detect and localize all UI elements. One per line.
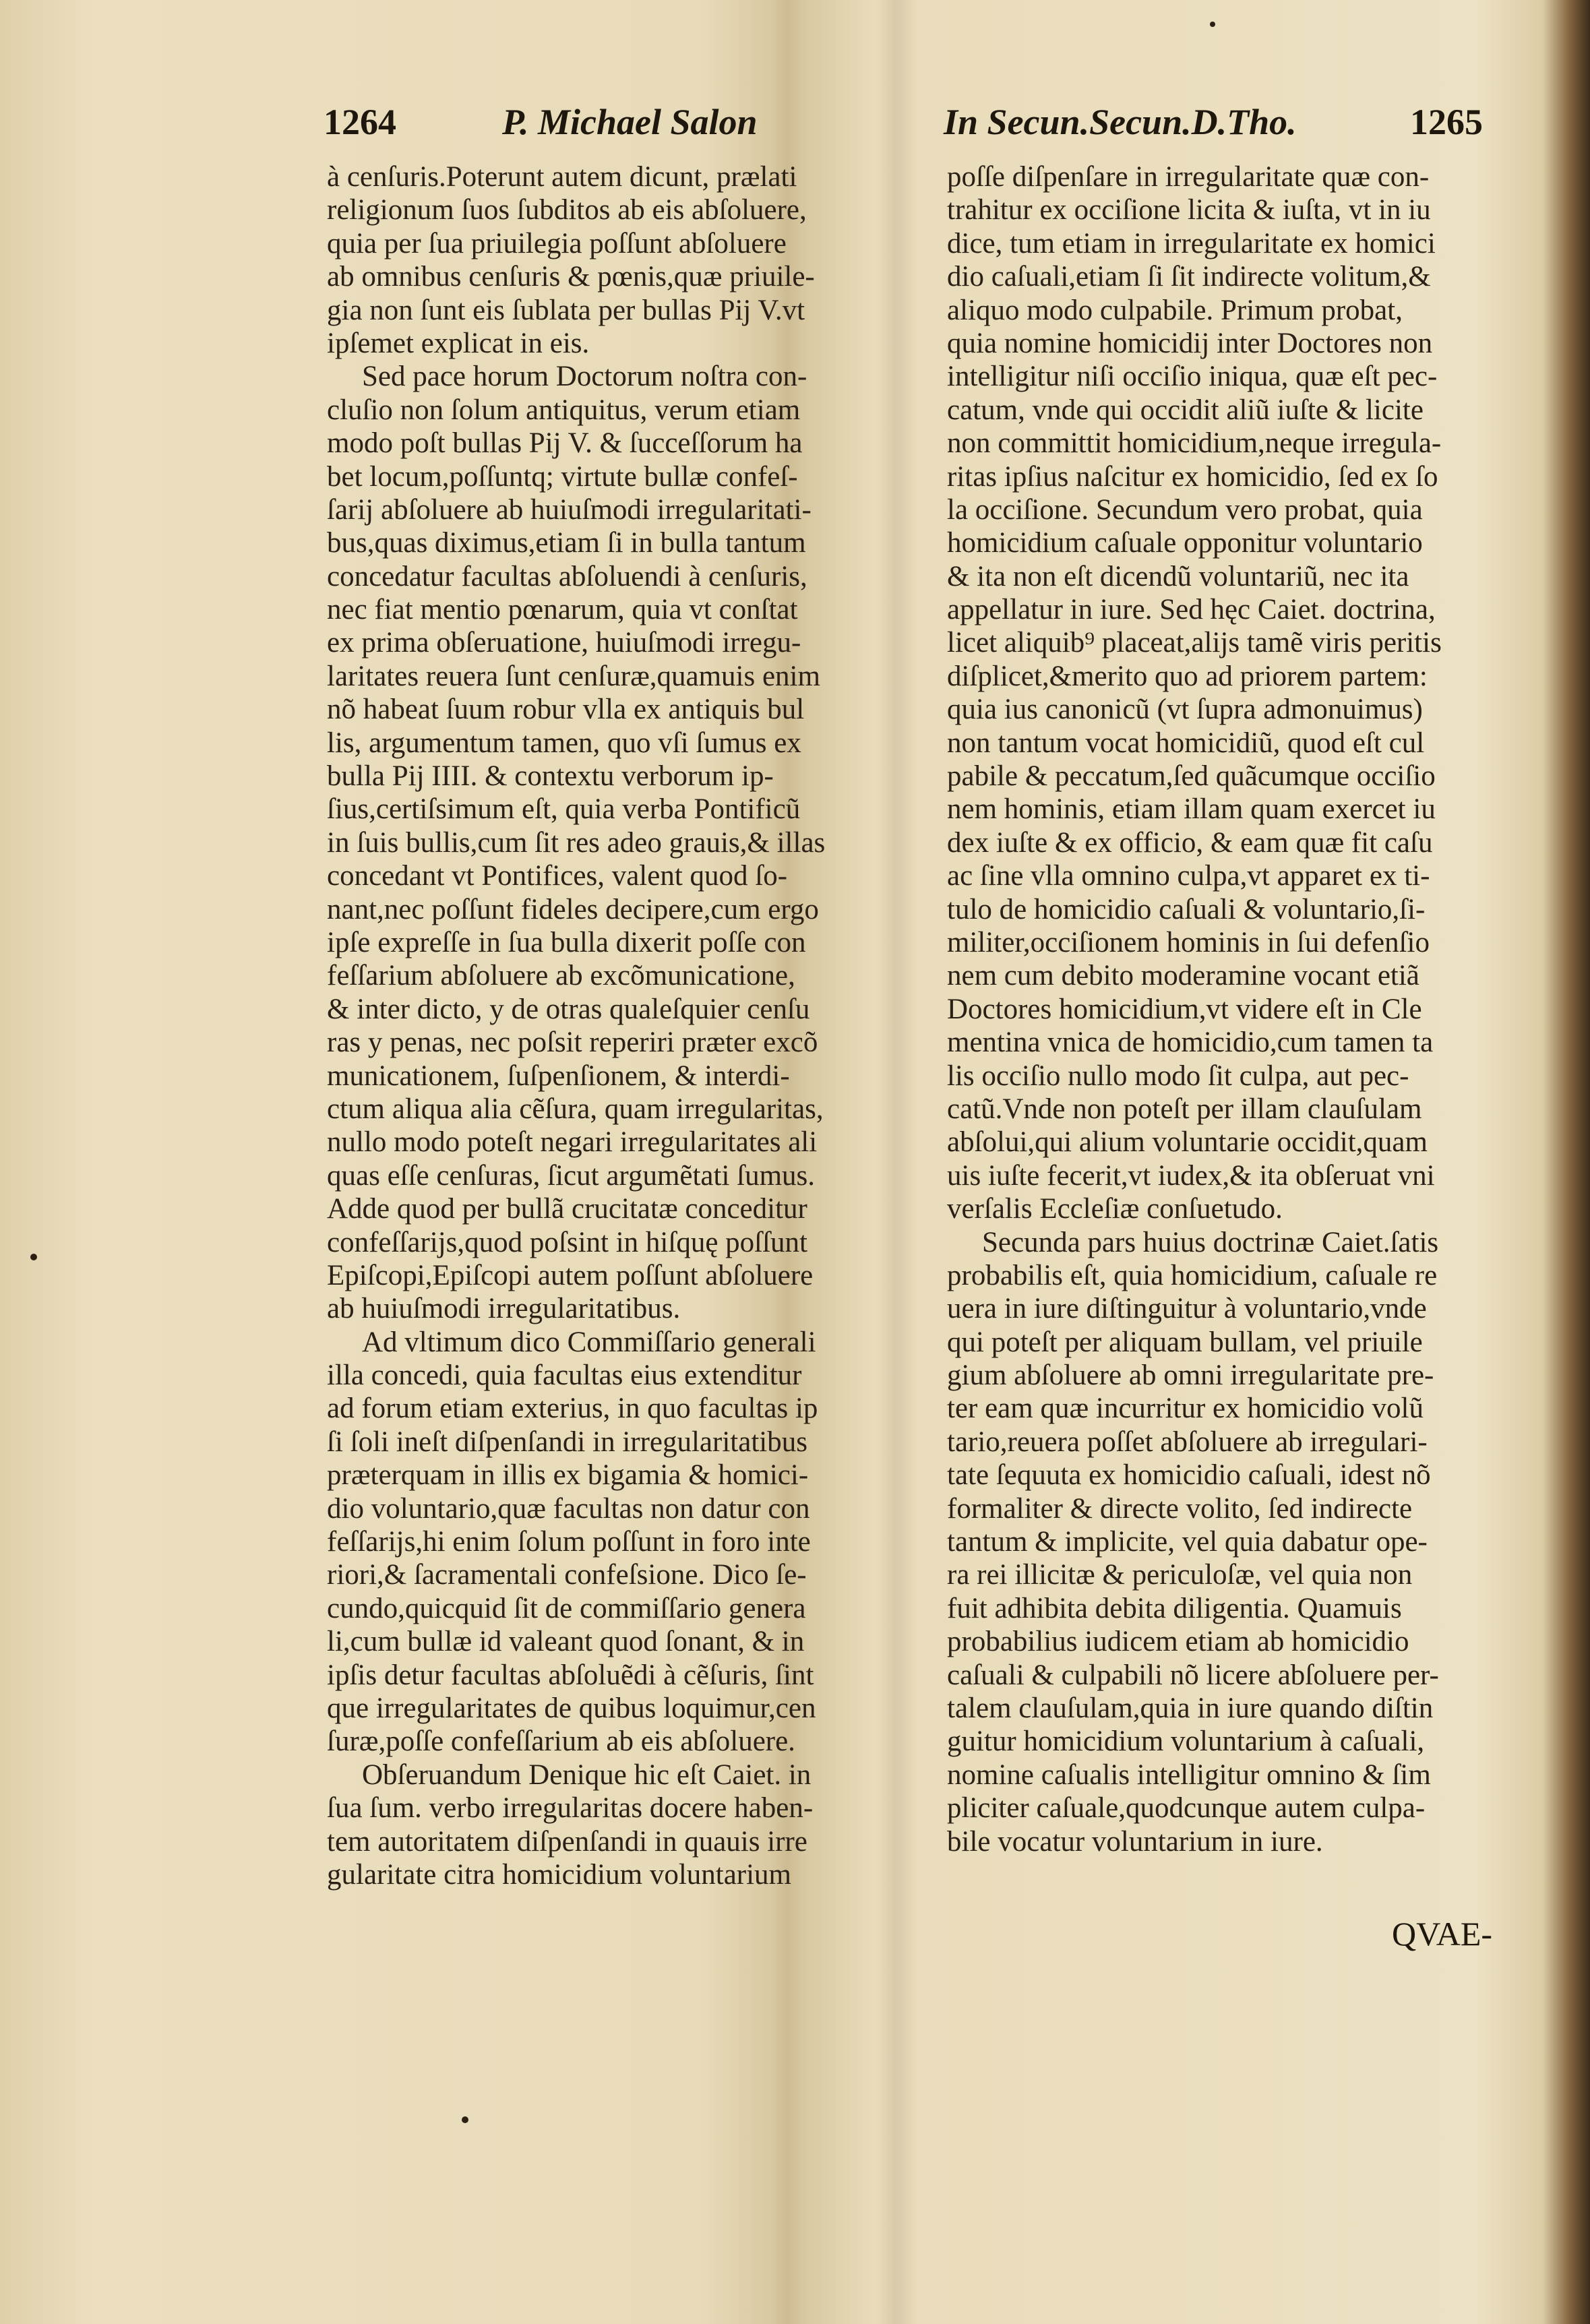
text-line: trahitur ex occiſione licita & iuſta, vt in iu [947, 194, 1431, 226]
text-line: feſſarijs,hi enim ſolum poſſunt in foro inte [327, 1526, 811, 1558]
text-line: ſua ſum. verbo irregularitas docere haben- [327, 1792, 814, 1825]
text-line: nem hominis, etiam illam quam exercet iu [947, 793, 1436, 826]
text-line: ctum aliqua alia cẽſura, quam irregularitas, [327, 1093, 824, 1125]
text-line: ipſemet explicat in eis. [327, 327, 590, 359]
text-line: qui poteſt per aliquam bullam, vel priuile [947, 1326, 1423, 1358]
text-line: cluſio non ſolum antiquitus, verum etiam [327, 394, 801, 426]
ink-speck [30, 1254, 37, 1260]
text-line: ras y penas, nec poſsit reperiri præter excõ [327, 1027, 818, 1059]
text-line: pliciter caſuale,quodcunque autem culpa- [947, 1792, 1426, 1825]
text-line: mentina vnica de homicidio,cum tamen ta [947, 1027, 1434, 1059]
text-line: catũ.Vnde non poteſt per illam clauſulam [947, 1093, 1422, 1125]
text-line: gium abſoluere ab omni irregularitate pre- [947, 1359, 1434, 1392]
text-line: feſſarium abſoluere ab excõmunicatione, [327, 960, 795, 992]
text-line: ac ſine vlla omnino culpa,vt apparet ex ti- [947, 860, 1430, 892]
text-line: intelligitur niſi occiſio iniqua, quæ eſt pec- [947, 361, 1438, 393]
text-line: ter eam quæ incurritur ex homicidio volũ [947, 1393, 1424, 1425]
text-line: ipſe expreſſe in ſua bulla dixerit poſſe con [327, 926, 806, 958]
ink-speck [1210, 22, 1215, 27]
text-line: Obſeruandum Denique hic eſt Caiet. in [362, 1759, 812, 1791]
text-line: quas eſſe cenſuras, ſicut argumẽtati ſumus. [327, 1159, 816, 1192]
text-line: tulo de homicidio caſuali & voluntario,ſi- [947, 893, 1426, 925]
text-line: non tantum vocat homicidiũ, quod eſt cul [947, 727, 1425, 759]
text-line: confeſſarijs,quod poſsint in hiſquę poſſunt [327, 1226, 808, 1258]
text-line: fuit adhibita debita diligentia. Quamuis [947, 1592, 1402, 1624]
text-line: la occiſione. Secundum vero probat, quia [947, 493, 1423, 526]
text-line: dio voluntario,quæ facultas non datur con [327, 1492, 810, 1525]
text-line: dex iuſte & ex officio, & eam quæ fit caſu [947, 826, 1433, 859]
text-line: concedant vt Pontifices, valent quod ſo- [327, 860, 788, 892]
text-line: lis, argumentum tamen, quo vſi ſumus ex [327, 727, 801, 759]
text-line: tate ſequuta ex homicidio caſuali, idest nõ [947, 1459, 1431, 1492]
text-line: præterquam in illis ex bigamia & homici- [327, 1459, 809, 1492]
text-line: quia per ſua priuilegia poſſunt abſoluere [327, 227, 787, 259]
text-line: militer,occiſionem hominis in ſui defenſio [947, 926, 1430, 958]
text-line: poſſe diſpenſare in irregularitate quæ con- [947, 161, 1430, 193]
text-line: ſius,certiſsimum eſt, quia verba Pontificũ [327, 793, 801, 826]
text-line: Secunda pars huius doctrinæ Caiet.ſatis [982, 1226, 1439, 1258]
text-line: guitur homicidium voluntarium à caſuali, [947, 1725, 1425, 1758]
text-line: gia non ſunt eis ſublata per bullas Pij V.vt [327, 294, 805, 326]
text-line: religionum ſuos ſubditos ab eis abſoluere, [327, 194, 807, 226]
text-line: illa concedi, quia facultas eius extenditur [327, 1359, 802, 1392]
left-text-column [327, 160, 886, 1891]
left-page-header [324, 101, 896, 155]
left-running-head: P. Michael Salon [502, 102, 758, 142]
text-line: nomine caſualis intelligitur omnino & ſim [947, 1759, 1431, 1791]
text-line: lis occiſio nullo modo ſit culpa, aut pec- [947, 1060, 1409, 1092]
text-line: homicidium caſuale opponitur voluntario [947, 527, 1423, 559]
text-line: verſalis Eccleſiæ conſuetudo. [947, 1193, 1283, 1225]
text-line: ipſis detur facultas abſoluẽdi à cẽſuris, ſint [327, 1659, 814, 1691]
text-line: uera in iure diſtinguitur à voluntario,vnde [947, 1293, 1427, 1325]
text-line: cundo,quicquid ſit de commiſſario genera [327, 1592, 806, 1624]
text-line: diſplicet,&merito quo ad priorem partem: [947, 660, 1428, 692]
text-line: tario,reuera poſſet abſoluere ab irregulari- [947, 1426, 1428, 1458]
text-line: Epiſcopi,Epiſcopi autem poſſunt abſoluere [327, 1259, 814, 1291]
text-line: gularitate citra homicidium voluntarium [327, 1858, 792, 1891]
text-line: modo poſt bullas Pij V. & ſucceſſorum ha [327, 427, 803, 460]
text-line: Doctores homicidium,vt videre eſt in Cle [947, 993, 1422, 1025]
text-line: licet aliquib⁹ placeat,alijs tamẽ viris peritis [947, 627, 1442, 659]
text-line: pabile & peccatum,ſed quãcumque occiſio [947, 760, 1436, 793]
text-line: riori,& ſacramentali confeſsione. Dico ſe- [327, 1559, 807, 1591]
text-line: nec fiat mentio pœnarum, quia vt conſtat [327, 594, 798, 626]
text-line: municationem, ſuſpenſionem, & interdi- [327, 1060, 790, 1092]
text-line: ad forum etiam exterius, in quo facultas ip [327, 1393, 818, 1425]
text-line: aliquo modo culpabile. Primum probat, [947, 294, 1403, 326]
text-line: formaliter & directe volito, ſed indirecte [947, 1492, 1413, 1525]
text-line: caſuali & culpabili nõ licere abſoluere per- [947, 1659, 1439, 1691]
text-line: quia ius canonicũ (vt ſupra admonuimus) [947, 694, 1423, 726]
text-line: à cenſuris.Poterunt autem dicunt, prælati [327, 161, 797, 193]
text-line: ſuræ,poſſe confeſſarium ab eis abſoluere. [327, 1725, 795, 1758]
text-line: ex prima obſeruatione, huiuſmodi irregu- [327, 627, 801, 659]
text-line: concedatur facultas abſoluendi à cenſuris, [327, 560, 807, 592]
text-line: Sed pace horum Doctorum noſtra con- [362, 361, 807, 393]
ink-speck [462, 2116, 468, 2123]
text-line: nem cum debito moderamine vocant etiã [947, 960, 1419, 992]
right-text-column [947, 160, 1506, 1858]
text-line: appellatur in iure. Sed hęc Caiet. doctrina, [947, 594, 1436, 626]
left-page-number: 1264 [324, 102, 396, 142]
text-line: probabilis eſt, quia homicidium, caſuale re [947, 1259, 1438, 1291]
right-running-head: In Secun.Secun.D.Tho. [944, 102, 1297, 142]
text-line: li,cum bullæ id valeant quod ſonant, & in [327, 1626, 805, 1658]
text-line: probabilius iudicem etiam ab homicidio [947, 1626, 1409, 1658]
text-line: & ita non eſt dicendũ voluntariũ, nec ita [947, 560, 1409, 592]
text-line: ab huiuſmodi irregularitatibus. [327, 1293, 681, 1325]
text-line: que irregularitates de quibus loquimur,cen [327, 1692, 816, 1724]
text-line: bus,quas diximus,etiam ſi in bulla tantum [327, 527, 806, 559]
catchword: QVAE- [1392, 1915, 1493, 1953]
text-line: tantum & implicite, vel quia dabatur ope- [947, 1526, 1428, 1558]
text-line: bet locum,poſſuntq; virtute bullæ confeſ- [327, 460, 798, 493]
right-page-header [944, 101, 1510, 155]
text-line: abſolui,qui alium voluntarie occidit,quam [947, 1126, 1428, 1159]
text-line: & inter dicto, y de otras qualeſquier cenſu [327, 993, 810, 1025]
text-line: Adde quod per bullã crucitatæ conceditur [327, 1193, 807, 1225]
text-line: non committit homicidium,neque irregula- [947, 427, 1442, 460]
text-line: ritas ipſius naſcitur ex homicidio, ſed ex ſo [947, 460, 1438, 493]
text-line: in ſuis bullis,cum ſit res adeo grauis,& illas [327, 826, 826, 859]
text-line: ab omnibus cenſuris & pœnis,quæ priuile- [327, 261, 815, 293]
text-line: uis iuſte fecerit,vt iudex,& ita obſeruat vni [947, 1159, 1435, 1192]
text-line: dice, tum etiam in irregularitate ex homici [947, 227, 1436, 259]
text-line: ſi ſoli ineſt diſpenſandi in irregularitatibus [327, 1426, 807, 1458]
text-line: bile vocatur voluntarium in iure. [947, 1825, 1323, 1858]
text-line: laritates reuera ſunt cenſuræ,quamuis enim [327, 660, 820, 692]
text-line: nullo modo poteſt negari irregularitates ali [327, 1126, 818, 1159]
text-line: tem autoritatem diſpenſandi in quauis irre [327, 1825, 807, 1858]
text-line: catum, vnde qui occidit aliũ iuſte & licite [947, 394, 1424, 426]
text-line: dio caſuali,etiam ſi ſit indirecte volitum,& [947, 261, 1431, 293]
text-line: Ad vltimum dico Commiſſario generali [362, 1326, 816, 1358]
text-line: ſarij abſoluere ab huiuſmodi irregularitati- [327, 493, 812, 526]
text-line: bulla Pij IIII. & contextu verborum ip- [327, 760, 774, 793]
right-page-number: 1265 [1410, 102, 1483, 142]
text-line: talem clauſulam,quia in iure quando diſtin [947, 1692, 1434, 1724]
text-line: nõ habeat ſuum robur vlla ex antiquis bul [327, 694, 805, 726]
text-line: quia nomine homicidij inter Doctores non [947, 327, 1433, 359]
text-line: ra rei illicitæ & periculoſæ, vel quia non [947, 1559, 1413, 1591]
text-line: nant,nec poſſunt fideles decipere,cum ergo [327, 893, 819, 925]
